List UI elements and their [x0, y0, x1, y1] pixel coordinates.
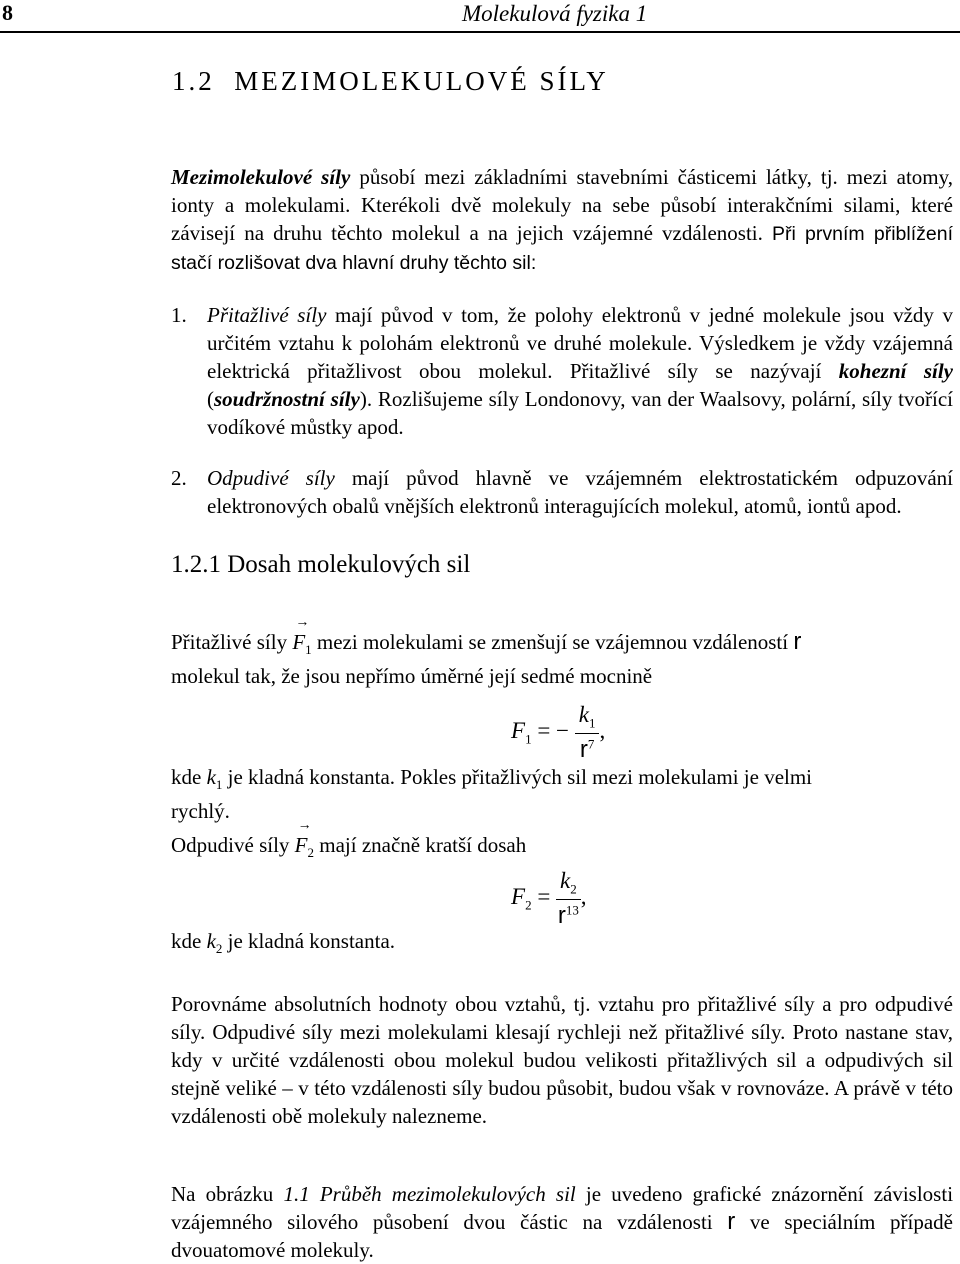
- k2-pre: kde: [171, 929, 207, 953]
- cohesion-forces-term: soudržnostní síly: [214, 387, 360, 411]
- eq2-numerator: k: [560, 868, 571, 893]
- eq2-comma: ,: [580, 884, 587, 910]
- header-rule: [0, 31, 960, 33]
- subsection-title: Dosah molekulových sil: [227, 551, 471, 578]
- repulse-pre: Odpudivé síly: [171, 833, 295, 857]
- attract-text-post: mezi molekulami se zmenšují se vzájemnou vzdáleností: [311, 630, 794, 654]
- running-header-title: Molekulová fyzika 1: [462, 1, 648, 26]
- eq1-fraction: [575, 702, 600, 764]
- k2-sub: 2: [215, 941, 223, 957]
- k1-line2: rychlý.: [171, 799, 230, 823]
- subsection-heading: [171, 551, 470, 579]
- intro-text: působí mezi základními stavebními částicemi látky, tj. mezi atomy, ionty a molekulami. Kterékoli dvě molekuly na sebe působí interakčními silami, které závisejí na druhu těchto molekul a na jejich vzájemné vzdálenosti.: [171, 165, 953, 245]
- k2-post: je kladná konstanta.: [222, 929, 396, 953]
- attract-text-line2: molekul tak, že jsou nepřímo úměrné její sedmé mocnině: [171, 664, 653, 688]
- paren-open: (: [207, 387, 214, 411]
- eq1-equals: = −: [537, 718, 570, 744]
- intro-text-2: Při prvním přiblížení stačí rozlišovat dva hlavní druhy těchto sil:: [171, 223, 954, 274]
- figref-pre: Na obrázku: [171, 1182, 284, 1206]
- figref-distance-variable: r: [727, 1208, 736, 1235]
- subsection-number: 1.2.1: [171, 551, 221, 578]
- vector-F1-symbol: F: [292, 630, 306, 654]
- eq1-denominator: r: [579, 735, 588, 763]
- figref-mid: je uvedeno grafické znázornění závislosti vzájemného silového působení dvou částic na vzdálenosti: [171, 1182, 954, 1234]
- eq1-exponent: 7: [587, 735, 595, 751]
- vector-F1-subscript: 1: [305, 642, 312, 658]
- equation-attractive: [511, 702, 605, 764]
- section-heading: [172, 66, 609, 97]
- comparison-paragraph: Porovnáme absolutních hodnoty obou vztahů, tj. vztahu pro přitažlivé síly a pro odpudivé síly. Odpudivé síly mezi molekulami klesají rychleji než přitažlivé síly. Proto nastane stav, kdy v určité vzdálenosti obou molekul budou velikosti přitažlivých sil a odpudivých sil stejně veliké – v této vzdálenosti síly budou působit, budou však v rovnováze. A právě v této vzdálenosti obě molekuly nalezneme.: [171, 992, 953, 1128]
- eq2-F: F: [511, 884, 526, 910]
- k2-sentence: [171, 929, 395, 957]
- cohesive-forces-term: kohezní síly: [838, 359, 953, 383]
- list-item-repulsive: [171, 464, 953, 520]
- eq2-fraction: [556, 868, 581, 930]
- k1-post: je kladná konstanta. Pokles přitažlivých sil mezi molekulami je velmi: [222, 765, 813, 789]
- list-item-number: 2.: [171, 466, 187, 490]
- section-number: 1.2: [172, 66, 215, 96]
- attract-text-pre: Přitažlivé síly: [171, 630, 293, 654]
- attractive-text: mají původ v tom, že polohy elektronů v jedné molekule jsou vždy v určitém vztahu k polohám elektronů ve druhé molekule. Výsledkem je vždy vzájemná elektrická přitažlivost obou molekul. Přitažlivé síly se nazývají: [207, 303, 953, 383]
- repulsive-term: Odpudivé síly: [207, 466, 335, 490]
- vector-F2-symbol: F: [294, 833, 308, 857]
- list-item-number: 1.: [171, 303, 187, 327]
- eq2-F-sub: 2: [525, 897, 532, 913]
- intro-term: Mezimolekulové síly: [171, 165, 351, 189]
- equation-repulsive: [511, 868, 587, 930]
- distance-variable: r: [793, 628, 802, 655]
- vector-F2: [295, 833, 308, 858]
- k1-sentence: [171, 765, 953, 793]
- eq2-numerator-sub: 2: [570, 881, 577, 897]
- list-item-attractive: [171, 301, 953, 441]
- attractive-force-sentence: [171, 628, 801, 658]
- eq1-comma: ,: [599, 718, 606, 744]
- section-title: MEZIMOLEKULOVÉ SÍLY: [234, 66, 609, 96]
- eq1-F: F: [511, 718, 526, 744]
- k2-symbol: k: [206, 929, 216, 953]
- intro-paragraph: [171, 163, 953, 277]
- repulsive-force-sentence: [171, 833, 526, 861]
- k1-pre: kde: [171, 765, 207, 789]
- eq1-F-sub: 1: [525, 731, 532, 747]
- eq2-denominator: r: [557, 901, 566, 929]
- k1-symbol: k: [206, 765, 216, 789]
- repulsive-text: mají původ hlavně ve vzájemném elektrostatickém odpuzování elektronových obalů vnějších elektronů interagujících molekul, atomů, iontů apod.: [207, 466, 953, 518]
- repulse-post: mají značně kratší dosah: [314, 833, 527, 857]
- page-number: 8: [2, 0, 13, 25]
- eq1-numerator: k: [578, 702, 589, 727]
- figure-reference-paragraph: [171, 1180, 953, 1264]
- figure-reference-link: 1.1 Průběh mezimolekulových sil: [283, 1182, 576, 1206]
- vector-F2-subscript: 2: [307, 845, 314, 861]
- attractive-term: Přitažlivé síly: [207, 303, 327, 327]
- eq2-exponent: 13: [565, 901, 579, 917]
- attractive-text-end: ). Rozlišujeme síly Londonovy, van der Waalsovy, polární, síly tvořící vodíkové můstky apod.: [207, 387, 953, 439]
- figref-post: ve speciálním případě dvouatomové molekuly.: [171, 1210, 953, 1262]
- eq1-numerator-sub: 1: [588, 715, 596, 731]
- vector-F1: [292, 630, 305, 655]
- k1-sub: 1: [215, 777, 223, 793]
- eq2-equals: =: [537, 884, 551, 910]
